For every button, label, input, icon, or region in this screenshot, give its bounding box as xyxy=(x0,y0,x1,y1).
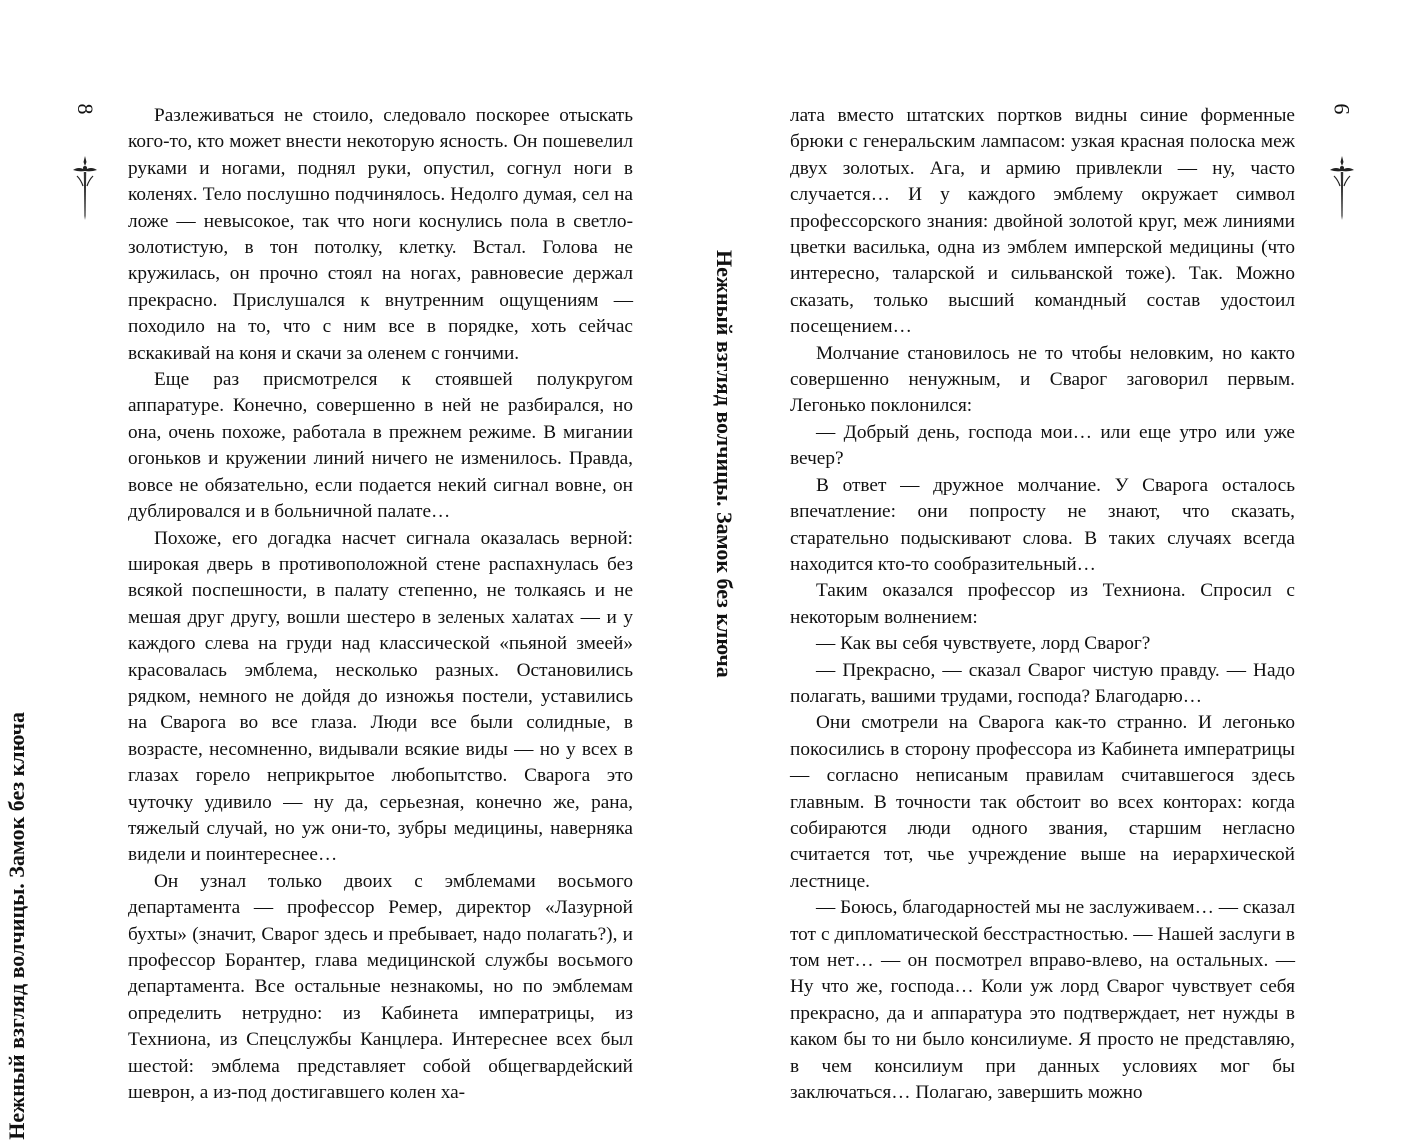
paragraph: Они смотрели на Сварога как-то странно. И легонько покосились в сторону профессора из Кабинета императрицы — согласно неписаным правилам считавшегося здесь главным. В точности так обстоит во всех конторах: когда собираются люди одного звания, старшим негласно считается тот, чье учреждение выше на иерархической лестнице. xyxy=(790,712,1295,892)
paragraph: — Прекрасно, — сказал Сварог чистую правду. — Надо полагать, вашими трудами, господа? Благодарю… xyxy=(790,659,1295,707)
paragraph: — Боюсь, благодарностей мы не заслуживаем… — сказал тот с дипломатической бесстрастностью. — Нашей заслуги в том нет… — он посмотрел вправо-влево, на остальных. — Ну что же, господа… Коли уж лорд Сварог чувствует себя прекрасно, да и аппаратура это подтверждает, нет нужды в каком бы то ни было консилиуме. Я просто не представляю, в чем консилиум при данных условиях мог бы заключаться… Полагаю, завершить можно xyxy=(790,897,1295,1104)
left-margin-strip xyxy=(70,96,100,716)
text-column xyxy=(790,103,1295,1106)
sword-ornament-icon xyxy=(1328,156,1356,220)
paragraph: Он узнал только двоих с эмблемами восьмого департамента — профессор Ремер, директор «Лазурной бухты» (значит, Сварог здесь и пребывает, надо полагать?), и профессор Борантер, глава медицинской службы восьмого департамента. Все остальные незнакомы, но по эмблемам определить нетрудно: из Кабинета императрицы, из Техниона, из Спецслужбы Канцлера. Интереснее всех был шестой: эмблема представляет собой общегвардейский шеврон, а из-под достигавшего колен ха- xyxy=(128,870,633,1104)
paragraph: Еще раз присмотрелся к стоявшей полукругом аппаратуре. Конечно, совершенно в ней не разбирался, но она, очень похоже, работала в прежнем режиме. В мигании огоньков и кружении линий ничего не изменилось. Правда, вовсе не обязательно, если подается некий сигнал вовне, он дублировался и в больничной палате… xyxy=(128,369,633,523)
paragraph: Таким оказался профессор из Техниона. Спросил с некоторым волнением: xyxy=(790,580,1295,628)
running-title: Нежный взгляд волчицы. Замок без ключа xyxy=(4,712,29,1140)
paragraph: Разлеживаться не стоило, следовало поскорее отыскать кого-то, кто может внести некоторую ясность. Он пошевелил руками и ногами, поднял руки, опустил, согнул ноги в коленях. Тело послушно подчинялось. Недолго думая, сел на ложе — невысокое, так что ноги коснулись пола в светло-золотистую, в тон потолку, клетку. Встал. Голова не кружилась, он прочно стоял на ногах, равновесие держал прекрасно. Прислушался к внутренним ощущениям — походило на то, что с ним все в порядке, хоть сейчас вскакивай на коня и скачи за оленем с гончими. xyxy=(128,105,633,364)
left-page xyxy=(0,0,711,1140)
paragraph: лата вместо штатских портков видны синие форменные брюки с генеральским лампасом: узкая красная полоска меж двух золотых. Ага, и армию привлекли — ну, часто случается… И у каждого эмблему окружает символ профессорского знания: двойной золотой круг, меж линиями цветки василька, одна из эмблем имперской медицины (что интересно, таларской и сильванской тоже). Так. Можно сказать, только высший командный состав удостоил посещением… xyxy=(790,105,1295,338)
paragraph: Молчание становилось не то чтобы неловким, но както совершенно ненужным, и Сварог заговорил первым. Легонько поклонился: xyxy=(790,342,1295,417)
page-number: 8 xyxy=(73,103,98,115)
paragraph: — Как вы себя чувствуете, лорд Сварог? xyxy=(816,633,1151,655)
paragraph: В ответ — дружное молчание. У Сварога осталось впечатление: они попросту не знают, что сказать, старательно подыскивают слова. В таких случаях всегда находится кто-то сообразительный… xyxy=(790,474,1295,575)
text-column xyxy=(128,103,633,1106)
right-page xyxy=(711,0,1423,1104)
right-margin-strip xyxy=(1327,96,1357,716)
paragraph: Похоже, его догадка насчет сигнала оказалась верной: широкая дверь в противоположной стене распахнулась без всякой поспешности, в палату степенно, не толкаясь и не мешая друг другу, вошли шестеро в зеленых халатах — и у каждого слева на груди над классической «пьяной змеей» красовалась эмблема, несколько разных. Остановились рядком, немного не дойдя до изножья постели, уставились на Сварога во все глаза. Люди все были солидные, в возрасте, несомненно, видывали всякие виды — но у всех в глазах горело неприкрытое любопытство. Сварога это чуточку удивило — ну да, серьезная, конечно же, рана, тяжелый случай, но уж они-то, зубры медицины, наверняка видели и поинтереснее… xyxy=(128,527,633,866)
running-title: Нежный взгляд волчицы. Замок без ключа xyxy=(712,250,737,678)
paragraph: — Добрый день, господа мои… или еще утро или уже вечер? xyxy=(790,421,1295,470)
page-number: 9 xyxy=(1329,103,1354,115)
sword-ornament-icon xyxy=(71,156,99,220)
